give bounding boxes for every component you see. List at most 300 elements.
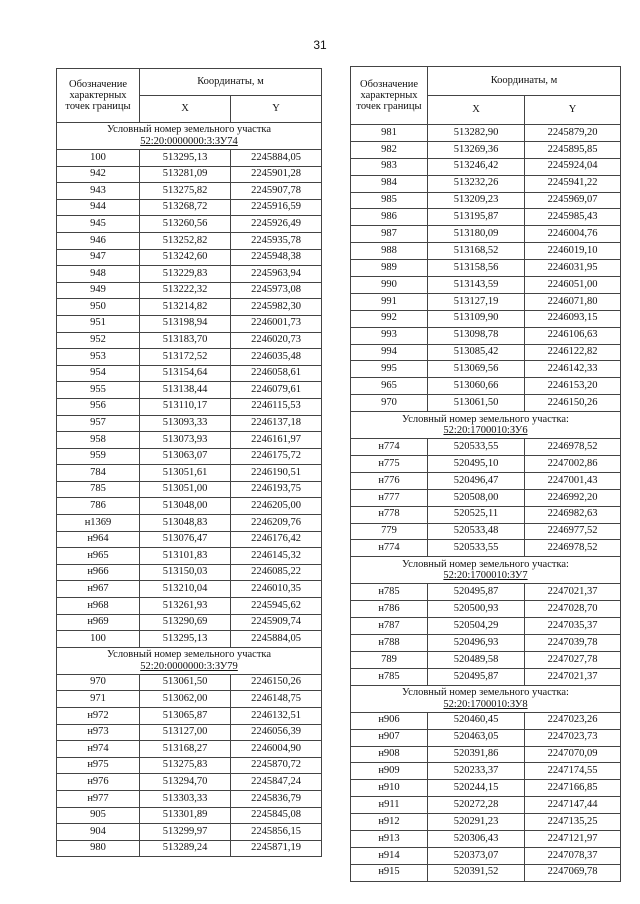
coord-y: 2245924,04 — [525, 158, 621, 175]
coord-y: 2245916,59 — [231, 199, 322, 216]
coord-y: 2246142,33 — [525, 361, 621, 378]
point-id: н778 — [351, 506, 428, 523]
section-header-row — [57, 123, 322, 150]
coord-y: 2245935,78 — [231, 232, 322, 249]
coord-x: 520272,28 — [428, 797, 525, 814]
coord-x: 513301,89 — [140, 807, 231, 824]
coord-y: 2246148,75 — [231, 691, 322, 708]
coord-x: 513198,94 — [140, 315, 231, 332]
coord-y: 2246153,20 — [525, 378, 621, 395]
coord-x: 520504,29 — [428, 618, 525, 635]
coord-x: 513109,90 — [428, 310, 525, 327]
coord-x: 513210,04 — [140, 581, 231, 598]
coord-y: 2246161,97 — [231, 432, 322, 449]
coord-y: 2245895,85 — [525, 141, 621, 158]
point-id: 955 — [57, 382, 140, 399]
point-id: 982 — [351, 141, 428, 158]
point-id: 950 — [57, 299, 140, 316]
coord-x: 513110,17 — [140, 398, 231, 415]
header-coordinates: Координаты, м — [140, 69, 322, 96]
section-header-row — [351, 557, 621, 584]
point-id: 953 — [57, 349, 140, 366]
point-id: н774 — [351, 439, 428, 456]
table-row — [351, 797, 621, 814]
coord-y: 2246115,53 — [231, 398, 322, 415]
coord-x: 513127,19 — [428, 293, 525, 310]
table-row — [351, 277, 621, 294]
coord-x: 513168,27 — [140, 741, 231, 758]
coord-y: 2246010,35 — [231, 581, 322, 598]
coord-y: 2247135,25 — [525, 814, 621, 831]
table-row — [57, 432, 322, 449]
coord-y: 2247147,44 — [525, 797, 621, 814]
table-row — [57, 598, 322, 615]
coord-x: 513299,97 — [140, 824, 231, 841]
section-header — [57, 123, 322, 150]
point-id: 946 — [57, 232, 140, 249]
coord-y: 2245907,78 — [231, 183, 322, 200]
table-body-left — [57, 123, 322, 857]
point-id: н785 — [351, 668, 428, 685]
point-id: 947 — [57, 249, 140, 266]
coord-y: 2245856,15 — [231, 824, 322, 841]
coord-y: 2246071,80 — [525, 293, 621, 310]
point-id: 957 — [57, 415, 140, 432]
coord-y: 2246093,15 — [525, 310, 621, 327]
coord-y: 2246190,51 — [231, 465, 322, 482]
coord-y: 2247166,85 — [525, 780, 621, 797]
coord-x: 513183,70 — [140, 332, 231, 349]
point-id: н788 — [351, 635, 428, 652]
coord-y: 2246978,52 — [525, 540, 621, 557]
point-id: 980 — [57, 840, 140, 857]
table-row — [57, 199, 322, 216]
coord-x: 520373,07 — [428, 847, 525, 864]
coord-x: 513269,36 — [428, 141, 525, 158]
coord-y: 2245948,38 — [231, 249, 322, 266]
coord-y: 2246085,22 — [231, 564, 322, 581]
point-id: н964 — [57, 531, 140, 548]
header-x: X — [428, 96, 525, 125]
coord-x: 520496,47 — [428, 472, 525, 489]
point-id: н915 — [351, 864, 428, 881]
table-row — [57, 282, 322, 299]
coord-y: 2246193,75 — [231, 481, 322, 498]
table-row — [57, 150, 322, 167]
table-row — [351, 523, 621, 540]
section-title: Условный номер земельного участка: — [402, 687, 569, 699]
point-id: н966 — [57, 564, 140, 581]
coord-y: 2246020,73 — [231, 332, 322, 349]
table-row — [351, 327, 621, 344]
coord-y: 2246056,39 — [231, 724, 322, 741]
table-row — [57, 498, 322, 515]
table-row — [57, 807, 322, 824]
coord-y: 2245982,30 — [231, 299, 322, 316]
table-row — [57, 232, 322, 249]
point-id: 951 — [57, 315, 140, 332]
point-id: 100 — [57, 150, 140, 167]
point-id: 983 — [351, 158, 428, 175]
point-id: н908 — [351, 746, 428, 763]
coord-x: 513246,42 — [428, 158, 525, 175]
point-id: н906 — [351, 712, 428, 729]
point-id: н907 — [351, 729, 428, 746]
coord-x: 520533,55 — [428, 540, 525, 557]
coord-x: 513061,50 — [428, 395, 525, 412]
coord-x: 520233,37 — [428, 763, 525, 780]
coord-x: 513048,00 — [140, 498, 231, 515]
table-row — [351, 847, 621, 864]
parcel-number: 52:20:0000000:3:ЗУ79 — [140, 660, 238, 672]
table-row — [57, 448, 322, 465]
coord-y: 2246982,63 — [525, 506, 621, 523]
coord-x: 513252,82 — [140, 232, 231, 249]
page-number: 31 — [313, 38, 327, 52]
coord-x: 513158,56 — [428, 260, 525, 277]
coord-x: 513275,83 — [140, 757, 231, 774]
table-row — [57, 548, 322, 565]
point-id: н976 — [57, 774, 140, 791]
table-row — [57, 840, 322, 857]
table-row — [351, 746, 621, 763]
coord-x: 513290,69 — [140, 614, 231, 631]
table-body-right — [351, 125, 621, 882]
coord-y: 2245847,24 — [231, 774, 322, 791]
coord-y: 2246058,61 — [231, 365, 322, 382]
parcel-number: 52:20:1700010:ЗУ6 — [443, 425, 528, 437]
coord-x: 513229,83 — [140, 266, 231, 283]
coord-y: 2247021,37 — [525, 668, 621, 685]
coord-y: 2245985,43 — [525, 209, 621, 226]
coord-x: 513138,44 — [140, 382, 231, 399]
coord-y: 2247121,97 — [525, 830, 621, 847]
table-row — [57, 674, 322, 691]
table-row — [351, 158, 621, 175]
table-row — [351, 780, 621, 797]
coordinates-table-right — [350, 66, 621, 882]
coord-x: 513195,87 — [428, 209, 525, 226]
coordinates-table-left — [56, 68, 322, 857]
section-header-row — [351, 412, 621, 439]
coord-x: 520306,43 — [428, 830, 525, 847]
coord-x: 513268,72 — [140, 199, 231, 216]
table-row — [57, 166, 322, 183]
point-id: н787 — [351, 618, 428, 635]
coord-x: 513062,00 — [140, 691, 231, 708]
point-id: 905 — [57, 807, 140, 824]
coord-x: 513281,09 — [140, 166, 231, 183]
section-header-row — [57, 647, 322, 674]
coord-y: 2247070,09 — [525, 746, 621, 763]
header-point-label: Обозначение характерных точек границы — [57, 69, 140, 123]
header-x: X — [140, 96, 231, 123]
coord-x: 520460,45 — [428, 712, 525, 729]
coord-x: 513214,82 — [140, 299, 231, 316]
table-row — [57, 824, 322, 841]
table-row — [57, 315, 322, 332]
coord-x: 513098,78 — [428, 327, 525, 344]
table-row — [351, 361, 621, 378]
coord-y: 2247039,78 — [525, 635, 621, 652]
coord-y: 2245963,94 — [231, 266, 322, 283]
coord-y: 2246079,61 — [231, 382, 322, 399]
coord-x: 513289,24 — [140, 840, 231, 857]
coord-x: 513063,07 — [140, 448, 231, 465]
coord-x: 513295,13 — [140, 150, 231, 167]
coord-y: 2246132,51 — [231, 708, 322, 725]
table-row — [351, 209, 621, 226]
point-id: 952 — [57, 332, 140, 349]
table-row — [57, 708, 322, 725]
coord-y: 2246004,90 — [231, 741, 322, 758]
coord-x: 513261,93 — [140, 598, 231, 615]
point-id: н909 — [351, 763, 428, 780]
point-id: н912 — [351, 814, 428, 831]
table-row — [351, 489, 621, 506]
point-id: 954 — [57, 365, 140, 382]
coord-x: 513069,56 — [428, 361, 525, 378]
table-row — [57, 724, 322, 741]
point-id: н977 — [57, 790, 140, 807]
coord-y: 2246137,18 — [231, 415, 322, 432]
coord-x: 513060,66 — [428, 378, 525, 395]
table-row — [57, 299, 322, 316]
coord-x: 513180,09 — [428, 226, 525, 243]
coord-y: 2245945,62 — [231, 598, 322, 615]
point-id: 990 — [351, 277, 428, 294]
coord-x: 513150,03 — [140, 564, 231, 581]
coord-x: 520525,11 — [428, 506, 525, 523]
coord-y: 2246150,26 — [525, 395, 621, 412]
table-row — [57, 481, 322, 498]
coord-y: 2247028,70 — [525, 601, 621, 618]
coord-y: 2247027,78 — [525, 651, 621, 668]
point-id: 985 — [351, 192, 428, 209]
coord-x: 520391,52 — [428, 864, 525, 881]
coord-x: 520500,93 — [428, 601, 525, 618]
point-id: 942 — [57, 166, 140, 183]
point-id: 100 — [57, 631, 140, 648]
table-row — [351, 125, 621, 142]
table-row — [57, 531, 322, 548]
point-id: н911 — [351, 797, 428, 814]
table-row — [351, 729, 621, 746]
point-id: 987 — [351, 226, 428, 243]
coord-y: 2246209,76 — [231, 515, 322, 532]
coord-y: 2245901,28 — [231, 166, 322, 183]
section-header — [57, 647, 322, 674]
table-row — [57, 790, 322, 807]
point-id: н974 — [57, 741, 140, 758]
coord-x: 513275,82 — [140, 183, 231, 200]
coord-x: 520533,48 — [428, 523, 525, 540]
coord-x: 513172,52 — [140, 349, 231, 366]
point-id: 965 — [351, 378, 428, 395]
coord-y: 2247174,55 — [525, 763, 621, 780]
coord-y: 2246122,82 — [525, 344, 621, 361]
table-row — [351, 472, 621, 489]
table-row — [351, 344, 621, 361]
coord-y: 2246176,42 — [231, 531, 322, 548]
coord-x: 513242,60 — [140, 249, 231, 266]
coord-x: 520291,23 — [428, 814, 525, 831]
table-row — [351, 439, 621, 456]
point-id: н914 — [351, 847, 428, 864]
header-coordinates: Координаты, м — [428, 67, 621, 96]
coord-x: 513051,00 — [140, 481, 231, 498]
coord-x: 513048,83 — [140, 515, 231, 532]
coord-x: 513154,64 — [140, 365, 231, 382]
coord-x: 513093,33 — [140, 415, 231, 432]
coord-y: 2247001,43 — [525, 472, 621, 489]
table-row — [57, 183, 322, 200]
section-header — [351, 557, 621, 584]
coord-y: 2247035,37 — [525, 618, 621, 635]
point-id: 784 — [57, 465, 140, 482]
coord-y: 2245836,79 — [231, 790, 322, 807]
header-y: Y — [231, 96, 322, 123]
point-id: 989 — [351, 260, 428, 277]
point-id: н968 — [57, 598, 140, 615]
table-row — [57, 774, 322, 791]
point-id: 943 — [57, 183, 140, 200]
parcel-number: 52:20:0000000:3:ЗУ74 — [140, 136, 238, 147]
point-id: 956 — [57, 398, 140, 415]
point-id: н776 — [351, 472, 428, 489]
coord-y: 2247023,73 — [525, 729, 621, 746]
section-header — [351, 412, 621, 439]
table-row — [351, 243, 621, 260]
coord-x: 513294,70 — [140, 774, 231, 791]
coord-y: 2245845,08 — [231, 807, 322, 824]
point-id: н910 — [351, 780, 428, 797]
point-id: 993 — [351, 327, 428, 344]
coord-y: 2245969,07 — [525, 192, 621, 209]
coord-x: 520391,86 — [428, 746, 525, 763]
table-row — [57, 465, 322, 482]
point-id: н1369 — [57, 515, 140, 532]
coord-x: 520508,00 — [428, 489, 525, 506]
point-id: 786 — [57, 498, 140, 515]
parcel-number: 52:20:1700010:ЗУ8 — [443, 698, 528, 710]
table-row — [351, 310, 621, 327]
coord-y: 2245909,74 — [231, 614, 322, 631]
coord-x: 513168,52 — [428, 243, 525, 260]
coord-x: 513209,23 — [428, 192, 525, 209]
coord-y: 2247002,86 — [525, 456, 621, 473]
table-row — [57, 332, 322, 349]
table-row — [351, 293, 621, 310]
point-id: 949 — [57, 282, 140, 299]
coord-y: 2247069,78 — [525, 864, 621, 881]
table-row — [351, 506, 621, 523]
table-row — [57, 757, 322, 774]
coord-x: 513232,26 — [428, 175, 525, 192]
coord-y: 2245884,05 — [231, 631, 322, 648]
table-row — [57, 581, 322, 598]
table-row — [351, 864, 621, 881]
table-row — [351, 830, 621, 847]
table-row — [351, 226, 621, 243]
point-id: 992 — [351, 310, 428, 327]
coord-x: 513222,32 — [140, 282, 231, 299]
coord-y: 2246978,52 — [525, 439, 621, 456]
point-id: н972 — [57, 708, 140, 725]
point-id: н967 — [57, 581, 140, 598]
section-title: Условный номер земельного участка — [106, 124, 272, 136]
table-row — [57, 216, 322, 233]
point-id: н973 — [57, 724, 140, 741]
point-id: 944 — [57, 199, 140, 216]
table-row — [351, 712, 621, 729]
section-title: Условный номер земельного участка: — [402, 558, 569, 570]
table-row — [351, 378, 621, 395]
coord-x: 513295,13 — [140, 631, 231, 648]
section-header-row — [351, 685, 621, 712]
coord-x: 513143,59 — [428, 277, 525, 294]
table-row — [351, 668, 621, 685]
point-id: 959 — [57, 448, 140, 465]
coord-y: 2247021,37 — [525, 584, 621, 601]
table-row — [57, 249, 322, 266]
coord-y: 2245884,05 — [231, 150, 322, 167]
table-row — [351, 540, 621, 557]
point-id: н975 — [57, 757, 140, 774]
table-row — [57, 349, 322, 366]
coord-y: 2246150,26 — [231, 674, 322, 691]
point-id: н969 — [57, 614, 140, 631]
table-row — [57, 564, 322, 581]
coord-y: 2245879,20 — [525, 125, 621, 142]
header-point-label: Обозначение характерных точек границы — [351, 67, 428, 125]
point-id: 995 — [351, 361, 428, 378]
coord-y: 2247023,26 — [525, 712, 621, 729]
table-row — [351, 584, 621, 601]
point-id: 970 — [351, 395, 428, 412]
coord-y: 2246035,48 — [231, 349, 322, 366]
coord-y: 2245871,19 — [231, 840, 322, 857]
table-row — [351, 141, 621, 158]
coord-y: 2246031,95 — [525, 260, 621, 277]
coord-y: 2246977,52 — [525, 523, 621, 540]
coord-y: 2246175,72 — [231, 448, 322, 465]
table-row — [57, 266, 322, 283]
coord-y: 2246992,20 — [525, 489, 621, 506]
table-row — [351, 192, 621, 209]
coord-y: 2245926,49 — [231, 216, 322, 233]
point-id: 988 — [351, 243, 428, 260]
coord-y: 2245973,08 — [231, 282, 322, 299]
coord-x: 513051,61 — [140, 465, 231, 482]
coord-y: 2246051,00 — [525, 277, 621, 294]
point-id: н785 — [351, 584, 428, 601]
coord-x: 520496,93 — [428, 635, 525, 652]
point-id: 789 — [351, 651, 428, 668]
table-row — [351, 763, 621, 780]
point-id: 958 — [57, 432, 140, 449]
table-row — [351, 601, 621, 618]
table-row — [57, 631, 322, 648]
table-row — [57, 415, 322, 432]
table-row — [351, 260, 621, 277]
table-row — [351, 618, 621, 635]
coord-x: 513303,33 — [140, 790, 231, 807]
point-id: 904 — [57, 824, 140, 841]
coord-x: 513101,83 — [140, 548, 231, 565]
point-id: н774 — [351, 540, 428, 557]
parcel-number: 52:20:1700010:ЗУ7 — [443, 570, 528, 582]
